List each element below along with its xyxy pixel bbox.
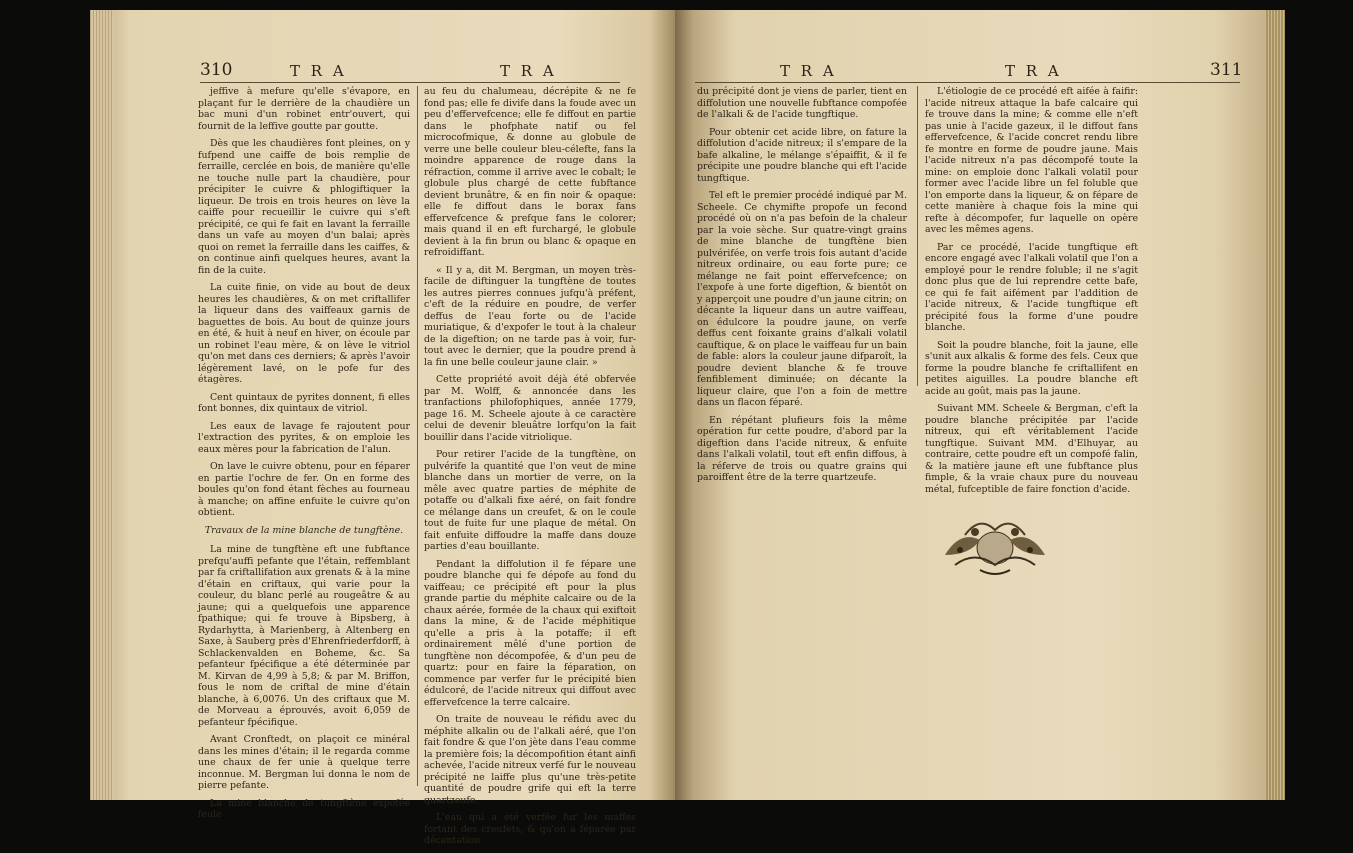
header-rule-left bbox=[200, 82, 620, 83]
paragraph: au feu du chalumeau, décrépite & ne fe fond pas; elle fe divife dans la foude avec un peu d'effervefcence; elle fe diffout en partie dans le phofphate natif ou fel microcofmique, & donne au globule de verre une belle couleur bleu-célefte, fans la moindre apparence de rouge dans la réfraction, comme il arrive avec le cobalt; le globule plus chargé de cette fubftance devient brunâtre, & en fin noir & opaque: elle fe diffout dans le borax fans effervefcence & prefque fans le colorer; mais quand il en eft furchargé, le globule devient à la fin brun ou blanc & opaque en refroidiffant. bbox=[424, 86, 636, 258]
paragraph: Cent quintaux de pyrites donnent, fi elles font bonnes, dix quintaux de vitriol. bbox=[198, 391, 410, 414]
paragraph: La mine de tungftène eft une fubftance prefqu'auffi pefante que l'étain, reffemblant par fa criftallifation aux grenats & à la mine d'étain en criftaux, qui varie pour la couleur, du blanc perlé au rougeâtre & au jaune; qui a quelquefois une apparence fpathique; qui fe trouve à Bipsberg, à Rydarhytta, à Marienberg, à Altenberg en Saxe, à Sauberg près d'Ehrenfriederfdorff, à Schlackenvalden en Boheme, &c. Sa pefanteur fpécifique a été déterminée par M. Kirvan de 4,99 à 5,8; & par M. Briffon, fous le nom de criftal de mine d'étain blanche, à 6,0076. Un des criftaux que M. de Morveau a éprouvés, avoit 6,059 de pefanteur fpécifique. bbox=[198, 544, 410, 728]
column-divider-left bbox=[417, 86, 418, 786]
paragraph: En répétant plufieurs fois la même opération fur cette poudre, d'abord par la digeftion dans l'acide nitreux, & enfuite dans l'alkali volatil, tout eft enfin diffous, à la réferve de trois ou quatre grains qui paroiffent être de la terre quartzeufe. bbox=[697, 414, 907, 483]
running-head-right-1: T R A bbox=[780, 62, 837, 80]
right-page-column-1 bbox=[697, 86, 907, 490]
paragraph: Avant Cronftedt, on plaçoit ce minéral dans les mines d'étain; il le regarda comme une chaux de fer unie à quelque terre inconnue. M. Bergman lui donna le nom de pierre pefante. bbox=[198, 734, 410, 791]
paragraph: Soit la poudre blanche, foit la jaune, elle s'unit aux alkalis & forme des fels. Ceux que forme la poudre blanche fe criftallifent en petites aiguilles. La poudre blanche eft acide au goût, mais pas la jaune. bbox=[925, 339, 1138, 397]
paragraph: La cuite finie, on vide au bout de deux heures les chaudières, & on met criftallifer la liqueur dans des vaiffeaux garnis de baguettes de bois. Au bout de quinze jours en été, & huit à neuf en hiver, on écoule par un robinet l'eau mère, & on lève le vitriol qu'on met dans ces derniers; & après l'avoir légèrement lavé, on le pofe fur des étagères. bbox=[198, 282, 410, 385]
left-page-column-2 bbox=[424, 86, 636, 853]
paragraph: Travaux de la mine blanche de tungftène. bbox=[204, 524, 404, 536]
left-page-column-1 bbox=[198, 86, 410, 827]
paragraph: Suivant MM. Scheele & Bergman, c'eft la poudre blanche précipitée par l'acide nitreux, qui eft véritablement l'acide tungftique. Suivant MM. d'Elhuyar, au contraire, cette poudre eft un compofé falin, & la matière jaune eft une fubftance plus fimple, & la vraie chaux pure du nouveau métal, fufceptible de faire fonction d'acide. bbox=[925, 403, 1138, 495]
left-page bbox=[90, 10, 675, 846]
paragraph: Dès que les chaudières font pleines, on y fufpend une caiffe de bois remplie de ferraille, cerclée en bois, de manière qu'elle ne touche nulle part la chaudière, pour précipiter le cuivre & phlogiftiquer la liqueur. De trois en trois heures on lève la caiffe pour recueillir le cuivre qui s'eft précipité, ce qui fe fait en lavant la ferraille dans un vafe au moyen d'un balai; après quoi on remet la ferraille dans les caiffes, & on continue ainfi quelques heures, avant la fin de la cuite. bbox=[198, 138, 410, 276]
paragraph: Par ce procédé, l'acide tungftique eft encore engagé avec l'alkali volatil que l'on a employé pour le rendre foluble; il ne s'agit donc plus que de lui reprendre cette bafe, ce qui fe fait aifément par l'addition de l'acide nitreux, & l'acide tungftique eft précipité fous la forme d'une poudre blanche. bbox=[925, 241, 1138, 333]
running-head-left-1: T R A bbox=[290, 62, 347, 80]
paragraph: On traite de nouveau le réfidu avec du méphite alkalin ou de l'alkali aéré, que l'on fait fondre & que l'on jète dans l'eau comme la première fois; la décompofition étant ainfi achevée, l'acide nitreux verfé fur le nouveau précipité ne laiffe plus qu'une très-petite quantité de poudre grife qui eft la terre quartzeufe. bbox=[424, 714, 636, 806]
paragraph: Cette propriété avoit déjà été obfervée par M. Wolff, & annoncée dans les tranfactions philofophiques, année 1779, page 16. M. Scheele ajoute à ce caractère celui de devenir bleuâtre lorfqu'on la fait bouillir dans l'acide vitriolique. bbox=[424, 374, 636, 443]
paragraph: jeffive à mefure qu'elle s'évapore, en plaçant fur le derrière de la chaudière un bac muni d'un robinet entr'ouvert, qui fournit de la leffive goutte par goutte. bbox=[198, 86, 410, 132]
right-page bbox=[675, 10, 1285, 800]
paragraph: du précipité dont je viens de parler, tient en diffolution une nouvelle fubftance compofée de l'alkali & de l'acide tungftique. bbox=[697, 86, 907, 120]
paragraph: La mine blanche de tungftène expofée feule bbox=[198, 797, 410, 820]
running-head-left-2: T R A bbox=[500, 62, 557, 80]
header-rule-right bbox=[695, 82, 1240, 83]
right-page-column-2 bbox=[925, 86, 1138, 501]
page-number-left: 310 bbox=[200, 60, 233, 80]
open-book bbox=[90, 10, 1300, 846]
column-divider-right bbox=[917, 86, 918, 386]
paragraph: L'étiologie de ce procédé eft aifée à faifir: l'acide nitreux attaque la bafe calcaire qui fe trouve dans la mine; & comme elle n'eft pas unie à l'acide gazeux, il le diffout fans effervefcence, & l'acide concret rendu libre fe montre en forme de poudre jaune. Mais l'acide nitreux n'a pas décompofé toute la mine: on emploie donc l'alkali volatil pour former avec l'acide libre un fel foluble que l'on emporte dans la liqueur, & on fépare de cette manière à chaque fois la mine qui refte à décompofer, fur laquelle on opère avec les mêmes agens. bbox=[925, 86, 1138, 235]
paragraph: Pendant la diffolution il fe fépare une poudre blanche qui fe dépofe au fond du vaiffeau; ce précipité eft pour la plus grande partie du méphite calcaire ou de la chaux aérée, formée de la chaux qui exiftoit dans la mine, & de l'acide méphitique qu'elle a pris à la potaffe; il eft ordinairement mêlé d'une portion de tungftène non décompofée, & d'un peu de quartz: pour en faire la féparation, on commence par verfer fur le précipité bien édulcoré, de l'acide nitreux qui diffout avec effervefcence la terre calcaire. bbox=[424, 558, 636, 708]
paragraph: On lave le cuivre obtenu, pour en féparer en partie l'ochre de fer. On en forme des boules qu'on fond étant fèches au fourneau à manche; on affine enfuite le cuivre qu'on obtient. bbox=[198, 461, 410, 518]
page-number-right: 311 bbox=[1210, 60, 1243, 80]
right-page-edge bbox=[1265, 10, 1285, 800]
left-page-edge bbox=[90, 10, 114, 800]
paragraph: Tel eft le premier procédé indiqué par M. Scheele. Ce chymifte propofe un fecond procédé où on n'a pas befoin de la chaleur par la voie sèche. Sur quatre-vingt grains de mine blanche de tungftène bien pulvérifée, on verfe trois fois autant d'acide nitreux ordinaire, ou eau forte pure; ce mélange ne fait point effervefcence; on l'expofe à une forte digeftion, & bientôt on y apperçoit une poudre d'un jaune citrin; on décante la liqueur dans un autre vaiffeau, on édulcore la poudre jaune, on verfe deffus cent foixante grains d'alkali volatil cauftique, & on place le vaiffeau fur un bain de fable: alors la couleur jaune difparoît, la poudre devient blanche & fe trouve fenfiblement diminuée; on décante la liqueur claire, que l'on a foin de mettre dans un flacon féparé. bbox=[697, 190, 907, 408]
paragraph: L'eau qui a été verfée fur les maffes fortant des creufets, & qu'on a féparée par décantation bbox=[424, 812, 636, 846]
paragraph: Les eaux de lavage fe rajoutent pour l'extraction des pyrites, & on emploie les eaux mères pour la fabrication de l'alun. bbox=[198, 420, 410, 455]
paragraph: Pour obtenir cet acide libre, on fature la diffolution d'acide nitreux; il s'empare de la bafe alkaline, le mélange s'épaiffit, & il fe précipite une poudre blanche qui eft l'acide tungftique. bbox=[697, 126, 907, 184]
paragraph: « Il y a, dit M. Bergman, un moyen très-facile de diftinguer la tungftène de toutes les autres pierres connues jufqu'à préfent, c'eft de la réduire en poudre, de verfer deffus de l'eau forte ou de l'acide muriatique, & d'expofer le tout à la chaleur de la digeftion; on ne tarde pas à voir, fur-tout avec le dernier, que la poudre prend à la fin une belle couleur jaune clair. » bbox=[424, 264, 636, 368]
running-head-right-2: T R A bbox=[1005, 62, 1062, 80]
floral-vignette-icon bbox=[935, 510, 1055, 580]
paragraph: Pour retirer l'acide de la tungftène, on pulvérife la quantité que l'on veut de mine blanche dans un mortier de verre, on la mêle avec quatre parties de méphite de potaffe ou d'alkali fixe aéré, on fait fondre ce mélange dans un creufet, & on le coule tout de fuite fur une plaque de métal. On fait enfuite diffoudre la maffe dans douze parties d'eau bouillante. bbox=[424, 449, 636, 552]
